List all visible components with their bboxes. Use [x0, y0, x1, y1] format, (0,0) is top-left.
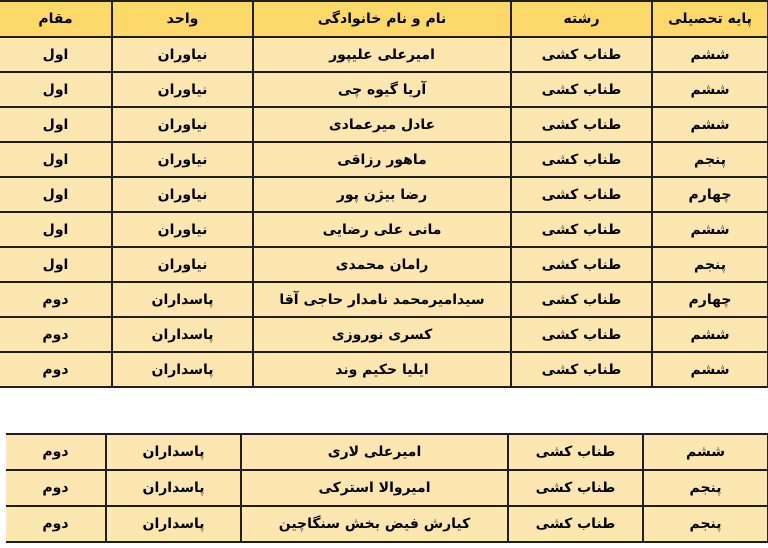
cell-grade: چهارم	[652, 177, 768, 212]
cell-unit: نیاوران	[112, 177, 253, 212]
cell-name: ایلیا حکیم وند	[253, 352, 511, 387]
cell-unit: پاسداران	[106, 434, 241, 470]
cell-unit: نیاوران	[112, 37, 253, 72]
cell-rank: اول	[0, 177, 112, 212]
results-table-continued	[6, 433, 768, 543]
table-row	[0, 212, 768, 247]
cell-field: طناب کشی	[511, 177, 652, 212]
table-row	[0, 317, 768, 352]
header-unit: واحد	[112, 1, 253, 37]
cell-name: کسری نوروزی	[253, 317, 511, 352]
cell-rank: دوم	[0, 352, 112, 387]
header-name: نام و نام خانوادگی	[253, 1, 511, 37]
cell-grade: پنجم	[652, 247, 768, 282]
cell-rank: اول	[0, 107, 112, 142]
cell-field: طناب کشی	[511, 282, 652, 317]
cell-name: عادل میرعمادی	[253, 107, 511, 142]
cell-rank: دوم	[0, 317, 112, 352]
table-row	[6, 506, 768, 542]
cell-field: طناب کشی	[511, 142, 652, 177]
table-row	[0, 282, 768, 317]
cell-unit: نیاوران	[112, 247, 253, 282]
cell-name: ماهور رزاقی	[253, 142, 511, 177]
cell-field: طناب کشی	[511, 37, 652, 72]
cell-grade: پنجم	[643, 506, 768, 542]
cell-rank: اول	[0, 72, 112, 107]
cell-field: طناب کشی	[508, 434, 643, 470]
cell-field: طناب کشی	[511, 212, 652, 247]
table-row	[6, 434, 768, 470]
table-row	[0, 72, 768, 107]
table-row	[0, 352, 768, 387]
cell-rank: اول	[0, 212, 112, 247]
cell-grade: ششم	[652, 37, 768, 72]
cell-name: رضا بیژن پور	[253, 177, 511, 212]
cell-unit: پاسداران	[106, 506, 241, 542]
cell-rank: اول	[0, 247, 112, 282]
cell-rank: دوم	[0, 282, 112, 317]
cell-grade: پنجم	[643, 470, 768, 506]
cell-name: سیدامیرمحمد نامدار حاجی آقا	[253, 282, 511, 317]
cell-name: امیروالا استرکی	[241, 470, 508, 506]
cell-unit: پاسداران	[112, 282, 253, 317]
cell-unit: پاسداران	[106, 470, 241, 506]
header-rank: مقام	[0, 1, 112, 37]
cell-field: طناب کشی	[508, 470, 643, 506]
cell-field: طناب کشی	[511, 72, 652, 107]
cell-rank: اول	[0, 142, 112, 177]
header-grade: پایه تحصیلی	[652, 1, 768, 37]
cell-field: طناب کشی	[511, 247, 652, 282]
cell-unit: پاسداران	[112, 352, 253, 387]
cell-name: کیارش فیض بخش سنگاچین	[241, 506, 508, 542]
table-row	[0, 177, 768, 212]
table-row	[0, 37, 768, 72]
cell-unit: نیاوران	[112, 212, 253, 247]
cell-name: امیرعلی لاری	[241, 434, 508, 470]
cell-field: طناب کشی	[508, 506, 643, 542]
table-row	[0, 107, 768, 142]
cell-field: طناب کشی	[511, 352, 652, 387]
cell-name: آریا گیوه چی	[253, 72, 511, 107]
cell-grade: ششم	[652, 212, 768, 247]
cell-grade: ششم	[652, 317, 768, 352]
table-row	[6, 470, 768, 506]
cell-rank: دوم	[6, 434, 106, 470]
cell-rank: دوم	[6, 470, 106, 506]
cell-grade: ششم	[652, 352, 768, 387]
cell-name: مانی علی رضایی	[253, 212, 511, 247]
table-header-row	[0, 1, 768, 37]
cell-unit: نیاوران	[112, 142, 253, 177]
table-row	[0, 142, 768, 177]
cell-unit: نیاوران	[112, 72, 253, 107]
cell-grade: پنجم	[652, 142, 768, 177]
cell-grade: چهارم	[652, 282, 768, 317]
cell-name: امیرعلی علیپور	[253, 37, 511, 72]
cell-rank: دوم	[6, 506, 106, 542]
table-row	[0, 247, 768, 282]
cell-unit: نیاوران	[112, 107, 253, 142]
cell-field: طناب کشی	[511, 107, 652, 142]
cell-field: طناب کشی	[511, 317, 652, 352]
cell-grade: ششم	[643, 434, 768, 470]
cell-unit: پاسداران	[112, 317, 253, 352]
cell-grade: ششم	[652, 72, 768, 107]
cell-rank: اول	[0, 37, 112, 72]
header-field: رشته	[511, 1, 652, 37]
cell-name: رامان محمدی	[253, 247, 511, 282]
cell-grade: ششم	[652, 107, 768, 142]
